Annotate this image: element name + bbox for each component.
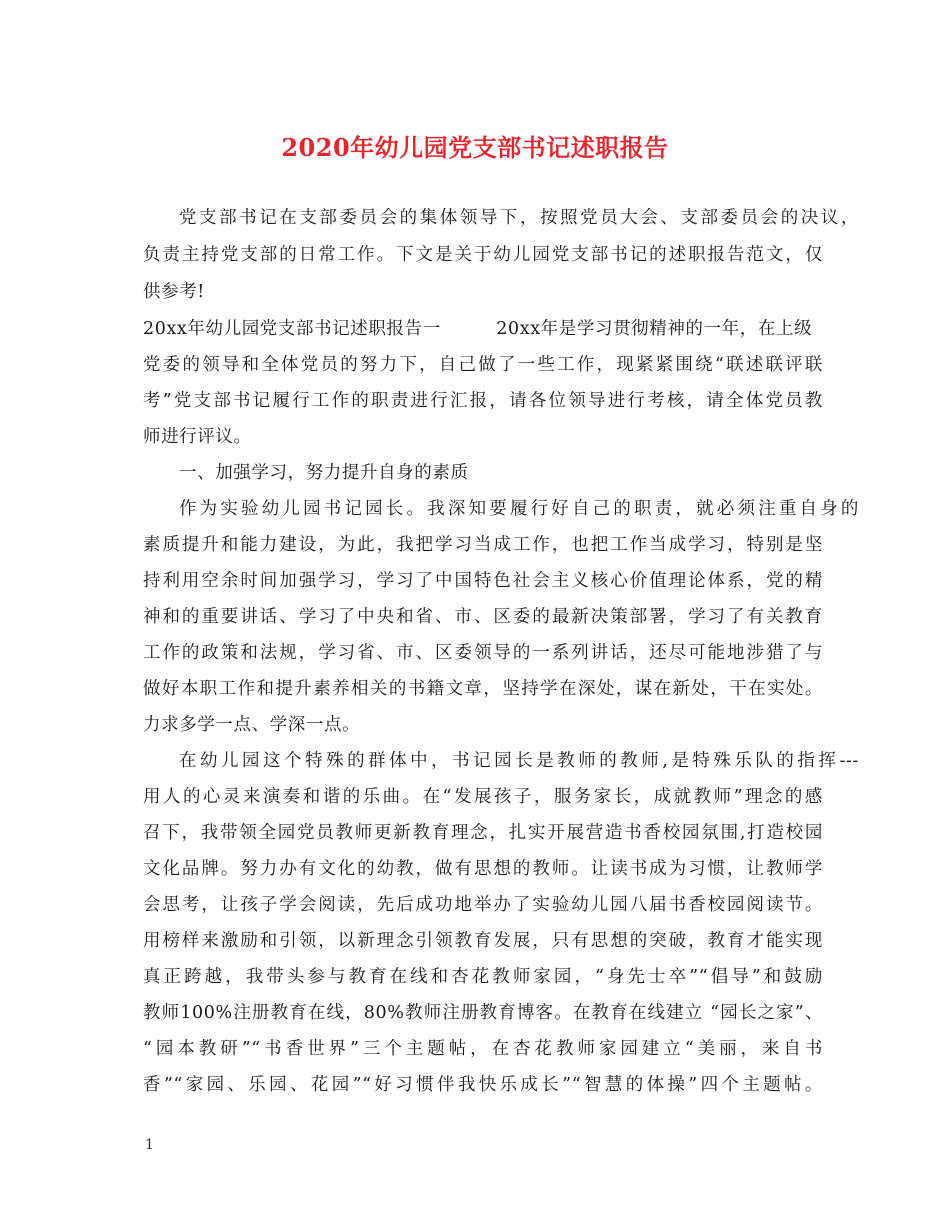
paragraph-line: 文化品牌。努力办有文化的幼教，做有思想的教师。让读书成为习惯，让教师学 (143, 859, 823, 879)
paragraph-line: 作为实验幼儿园书记园长。我深知要履行好自己的职责，就必须注重自身的 (179, 499, 859, 519)
paragraph-line: 供参考! (143, 282, 205, 302)
paragraph-line: 党支部书记在支部委员会的集体领导下，按照党员大会、支部委员会的决议， (179, 208, 859, 228)
paragraph-line: 会思考，让孩子学会阅读，先后成功地举办了实验幼儿园八届书香校园阅读节。 (143, 895, 823, 915)
paragraph-line: 用人的心灵来演奏和谐的乐曲。在“发展孩子，服务家长，成就教师”理念的感 (143, 787, 823, 807)
paragraph-line: 负责主持党支部的日常工作。下文是关于幼儿园党支部书记的述职报告范文，仅 (143, 245, 823, 265)
paragraph-line: 神和的重要讲话、学习了中央和省、市、区委的最新决策部署，学习了有关教育 (143, 607, 823, 627)
paragraph-line: 召下，我带领全园党员教师更新教育理念，扎实开展营造书香校园氛围,打造校园 (143, 823, 823, 843)
document-title: 2020年幼儿园党支部书记述职报告 (281, 133, 669, 162)
section-heading: 一、加强学习，努力提升自身的素质 (179, 463, 469, 483)
paragraph-line: 用榜样来激励和引领，以新理念引领教育发展，只有思想的突破，教育才能实现 (143, 931, 823, 951)
paragraph-line: 素质提升和能力建设，为此，我把学习当成工作，也把工作当成学习，特别是坚 (143, 535, 823, 555)
paragraph-line: “园本教研”“书香世界”三个主题帖，在杏花教师家园建立“美丽，来自书 (143, 1039, 823, 1059)
page-number: 1 (145, 1137, 154, 1153)
paragraph-line: 在幼儿园这个特殊的群体中，书记园长是教师的教师,是特殊乐队的指挥--- (179, 751, 859, 771)
paragraph-line: 真正跨越，我带头参与教育在线和杏花教师家园，“身先士卒”“倡导”和鼓励 (143, 967, 823, 987)
paragraph-line: 持利用空余时间加强学习，学习了中国特色社会主义核心价值理论体系，党的精 (143, 571, 823, 591)
paragraph-line: 香”“家园、乐园、花园”“好习惯伴我快乐成长”“智慧的体操”四个主题帖。 (143, 1075, 823, 1095)
paragraph-line: 做好本职工作和提升素养相关的书籍文章，坚持学在深处，谋在新处，干在实处。 (143, 679, 823, 699)
paragraph-line: 考”党支部书记履行工作的职责进行汇报，请各位领导进行考核，请全体党员教 (143, 391, 823, 411)
paragraph-line: 党委的领导和全体党员的努力下，自己做了一些工作，现紧紧围绕“联述联评联 (143, 355, 823, 375)
paragraph-line: 教师100%注册教育在线，80%教师注册教育博客。在教育在线建立 “园长之家”、 (143, 1003, 823, 1023)
paragraph-line: 力求多学一点、学深一点。 (143, 715, 361, 735)
paragraph-line: 师进行评议。 (143, 427, 252, 447)
paragraph-line: 工作的政策和法规，学习省、市、区委领导的一系列讲话，还尽可能地涉猎了与 (143, 643, 823, 663)
paragraph-line: 20xx年幼儿园党支部书记述职报告一 20xx年是学习贯彻精神的一年，在上级 (143, 319, 813, 339)
